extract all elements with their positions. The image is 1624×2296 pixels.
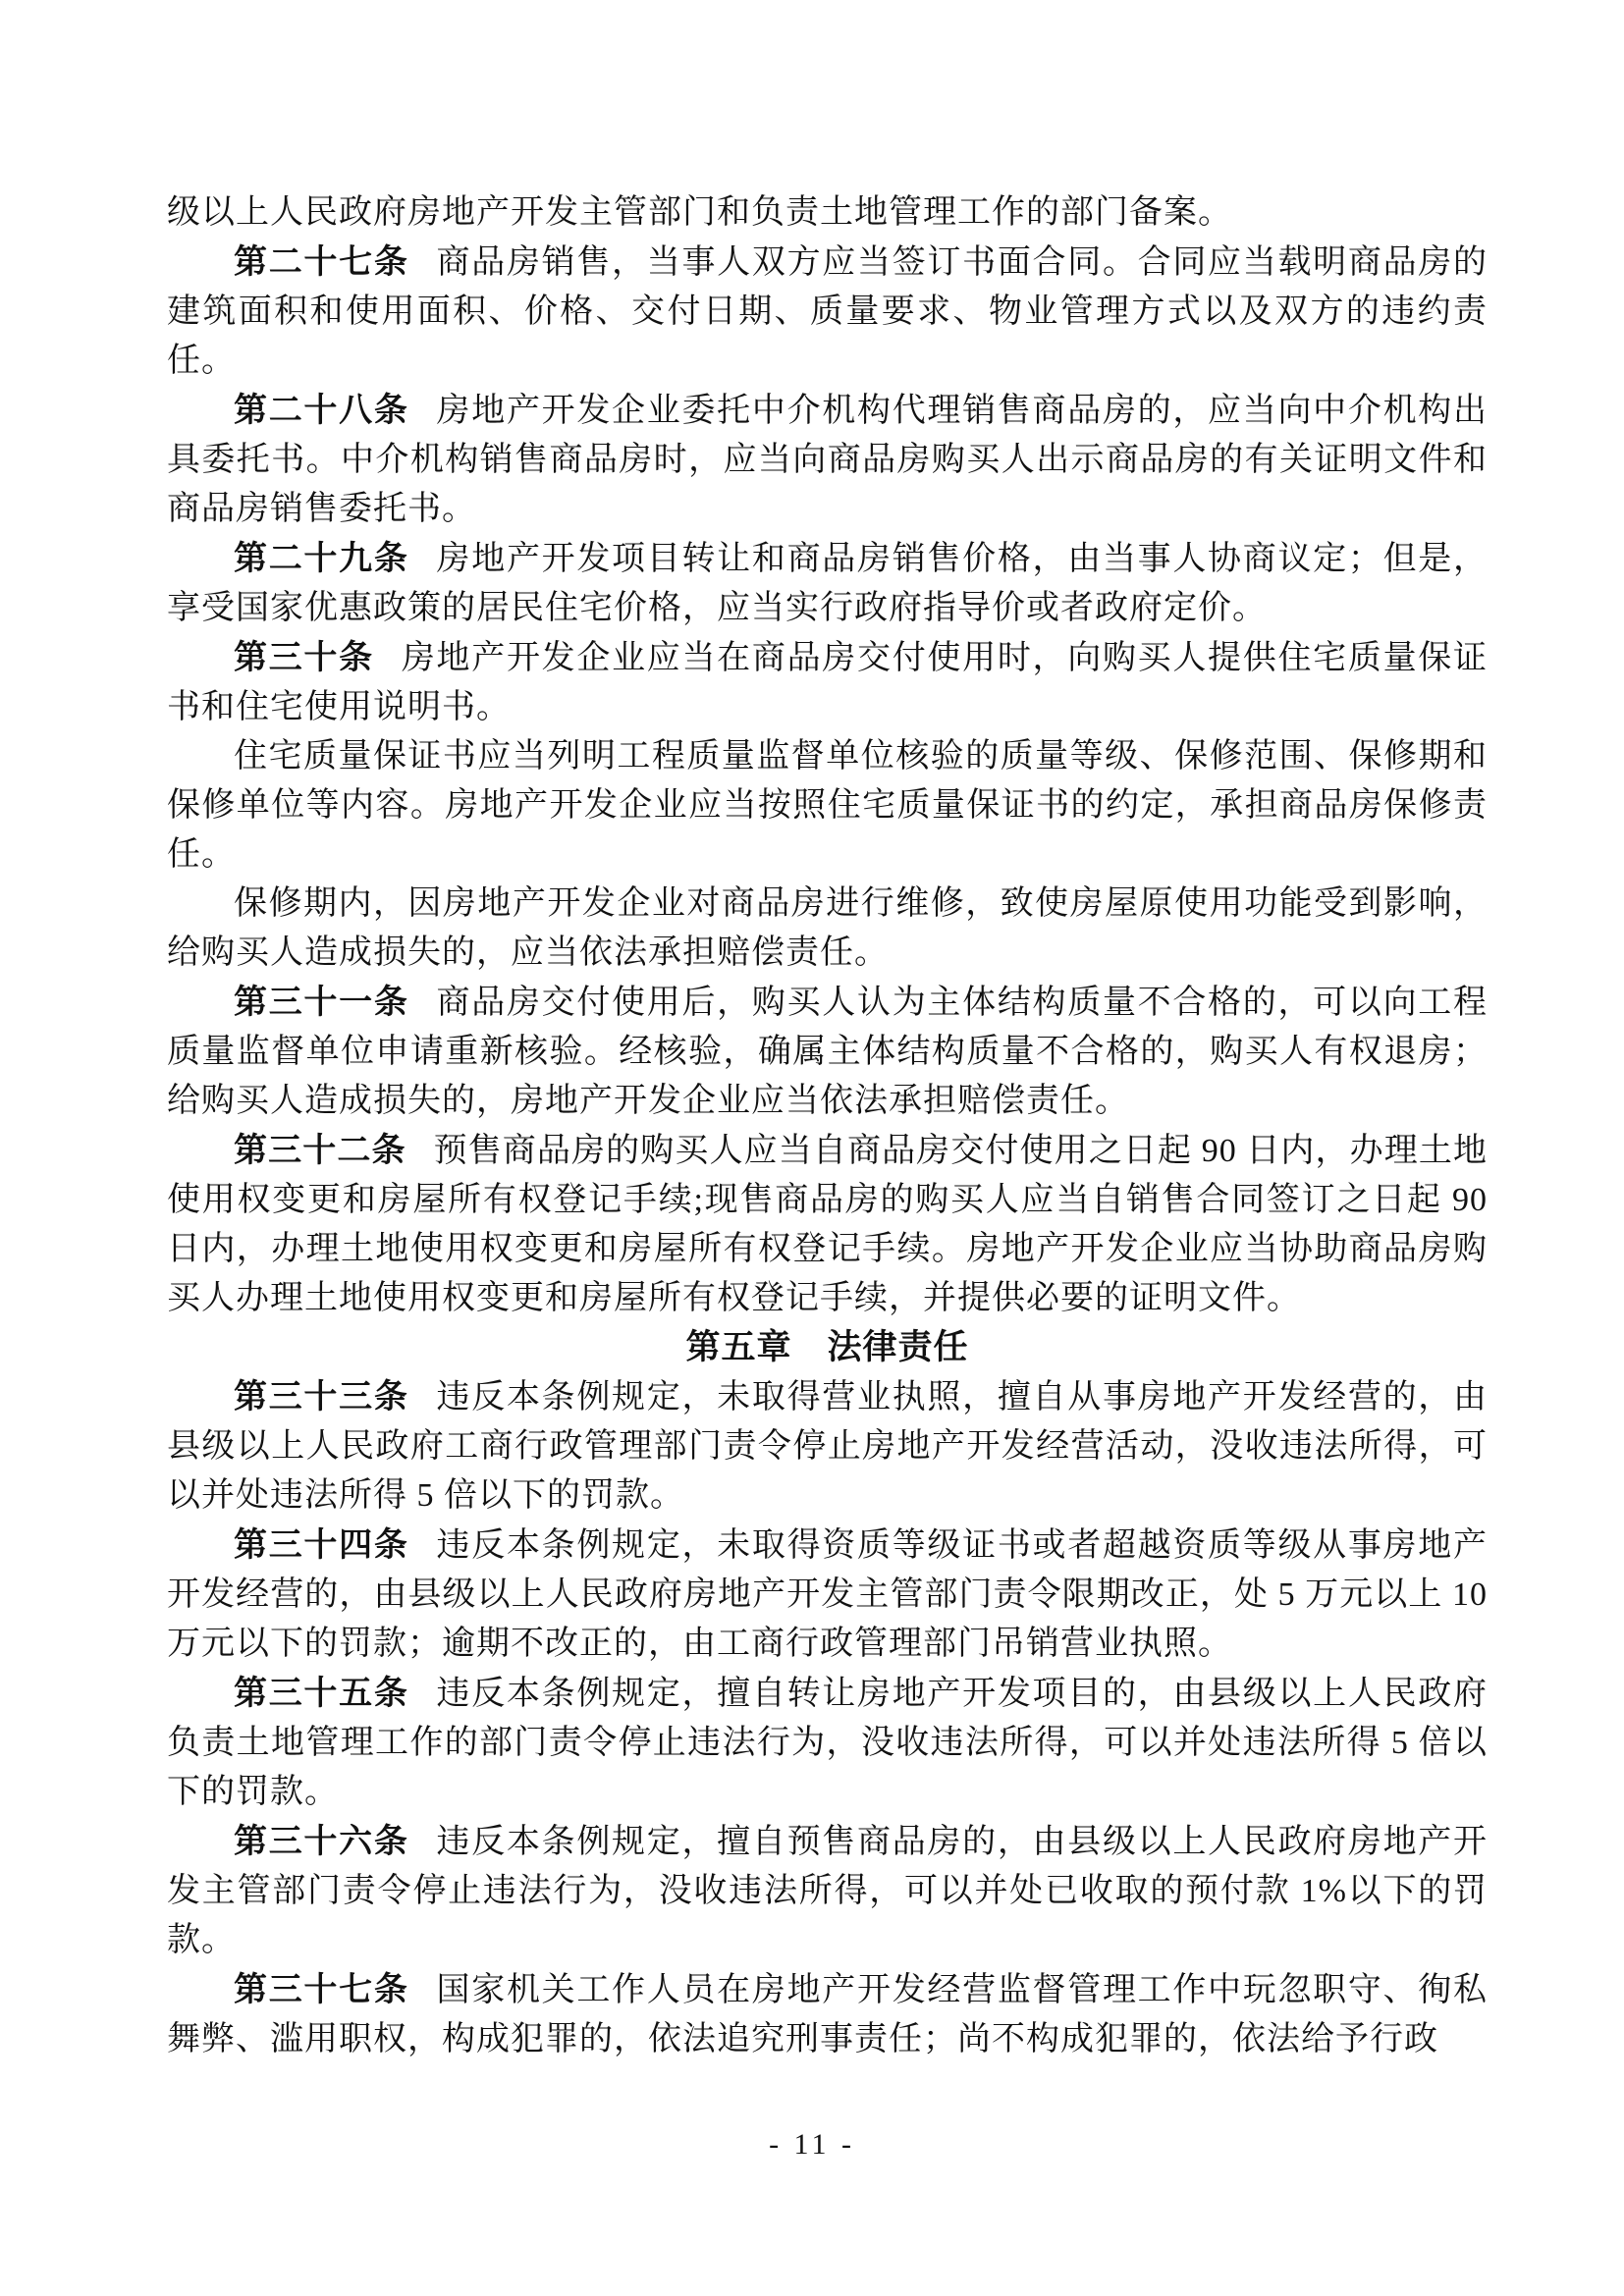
paragraph [167, 880, 1488, 978]
article-number: 第三十三条 [234, 1378, 409, 1415]
chapter-heading [167, 1323, 1488, 1372]
paragraph [167, 633, 1488, 732]
paragraph [167, 1521, 1488, 1669]
paragraph [167, 732, 1488, 880]
paragraph [167, 1126, 1488, 1323]
document-body [167, 188, 1488, 2064]
paragraph-text: 商品房交付使用后，购买人认为主体结构质量不合格的，可以向工程质量监督单位申请重新核验。经核验，确属主体结构质量不合格的，购买人有权退房；给购买人造成损失的，房地产开发企业应当依法承担赔偿责任。 [167, 985, 1488, 1119]
paragraph-text: 国家机关工作人员在房地产开发经营监督管理工作中玩忽职守、徇私舞弊、滥用职权，构成犯罪的，依法追究刑事责任；尚不构成犯罪的，依法给予行政 [167, 1972, 1488, 2057]
article-number: 第三十五条 [234, 1675, 409, 1712]
paragraph-text: 违反本条例规定，擅自转让房地产开发项目的，由县级以上人民政府负责土地管理工作的部门责令停止违法行为，没收违法所得，可以并处违法所得 5 倍以下的罚款。 [167, 1676, 1488, 1810]
paragraph-text: 房地产开发项目转让和商品房销售价格，由当事人协商议定；但是，享受国家优惠政策的居民住宅价格，应当实行政府指导价或者政府定价。 [167, 541, 1488, 626]
article-number: 第二十九条 [234, 540, 409, 577]
article-number: 第三十七条 [234, 1971, 409, 2008]
paragraph [167, 1669, 1488, 1817]
paragraph-text: 住宅质量保证书应当列明工程质量监督单位核验的质量等级、保修范围、保修期和保修单位等内容。房地产开发企业应当按照住宅质量保证书的约定，承担商品房保修责任。 [167, 738, 1488, 873]
article-number: 第三十条 [234, 639, 374, 676]
article-number: 第三十一条 [234, 984, 409, 1021]
article-number: 第三十四条 [234, 1526, 409, 1564]
paragraph-text: 违反本条例规定，擅自预售商品房的，由县级以上人民政府房地产开发主管部门责令停止违法行为，没收违法所得，可以并处已收取的预付款 1%以下的罚款。 [167, 1824, 1488, 1958]
article-number: 第二十八条 [234, 392, 409, 429]
paragraph [167, 534, 1488, 633]
paragraph-text: 违反本条例规定，未取得营业执照，擅自从事房地产开发经营的，由县级以上人民政府工商行政管理部门责令停止房地产开发经营活动，没收违法所得，可以并处违法所得 5 倍以下的罚款。 [167, 1379, 1488, 1514]
paragraph [167, 1817, 1488, 1965]
paragraph [167, 238, 1488, 386]
paragraph-text: 级以上人民政府房地产开发主管部门和负责土地管理工作的部门备案。 [167, 194, 1232, 231]
article-number: 第三十二条 [234, 1132, 406, 1169]
article-number: 第二十七条 [234, 243, 409, 281]
paragraph-text: 房地产开发企业应当在商品房交付使用时，向购买人提供住宅质量保证书和住宅使用说明书。 [167, 640, 1489, 725]
paragraph [167, 978, 1488, 1126]
paragraph-text: 违反本条例规定，未取得资质等级证书或者超越资质等级从事房地产开发经营的，由县级以上人民政府房地产开发主管部门责令限期改正，处 5 万元以上 10 万元以下的罚款；逾期不改正的，由工商行政管理部门吊销营业执照。 [167, 1527, 1488, 1662]
paragraph-text: 预售商品房的购买人应当自商品房交付使用之日起 90 日内，办理土地使用权变更和房屋所有权登记手续;现售商品房的购买人应当自销售合同签订之日起 90 日内，办理土地使用权变更和房屋所有权登记手续。房地产开发企业应当协助商品房购买人办理土地使用权变更和房屋所有权登记手续，并提供必要的证明文件。 [167, 1133, 1489, 1316]
article-number: 第三十六条 [234, 1823, 409, 1860]
paragraph-text: 商品房销售，当事人双方应当签订书面合同。合同应当载明商品房的建筑面积和使用面积、价格、交付日期、质量要求、物业管理方式以及双方的违约责任。 [167, 244, 1488, 379]
paragraph [167, 386, 1488, 534]
page-number: - 11 - [769, 2128, 855, 2161]
paragraph [167, 188, 1488, 238]
paragraph [167, 1372, 1488, 1521]
paragraph-text: 保修期内，因房地产开发企业对商品房进行维修，致使房屋原使用功能受到影响，给购买人造成损失的，应当依法承担赔偿责任。 [167, 885, 1488, 971]
paragraph [167, 1965, 1488, 2064]
chapter-heading-text: 第五章 法律责任 [685, 1328, 969, 1366]
paragraph-text: 房地产开发企业委托中介机构代理销售商品房的，应当向中介机构出具委托书。中介机构销售商品房时，应当向商品房购买人出示商品房的有关证明文件和商品房销售委托书。 [167, 393, 1488, 527]
